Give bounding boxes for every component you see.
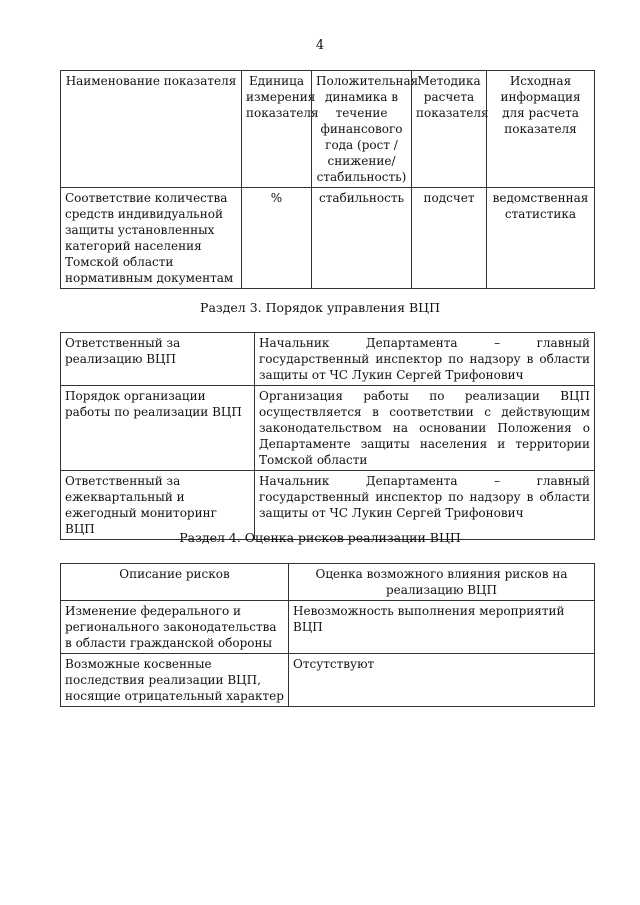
section-3-title: Раздел 3. Порядок управления ВЦП [200,300,440,315]
risk-impact: Невозможность выполнения мероприятий ВЦП [289,601,595,654]
section-4-title: Раздел 4. Оценка рисков реализации ВЦП [179,530,461,545]
management-label: Ответственный за реализацию ВЦП [61,333,255,386]
cell-source: ведомственная статистика [487,188,595,289]
risk-impact: Отсутствуют [289,654,595,707]
risk-description: Изменение федерального и регионального законодательства в области гражданской обороны [61,601,289,654]
indicator-table-header-row [61,71,595,188]
table-row [61,333,595,386]
management-value: Начальник Департамента – главный государственный инспектор по надзору в области защиты от ЧС Лукин Сергей Трифонович [255,471,595,540]
cell-unit: % [242,188,312,289]
table-row [61,386,595,471]
table-row [61,188,595,289]
header-risk-impact: Оценка возможного влияния рисков на реализацию ВЦП [289,564,595,601]
header-unit: Единица измерения показателя [242,71,312,188]
page-number: 4 [315,38,325,53]
header-risk-description: Описание рисков [61,564,289,601]
management-value: Организация работы по реализации ВЦП осуществляется в соответствии с действующим законодательством на основании Положения о Департаменте защиты населения и территории Томской области [255,386,595,471]
management-label: Порядок организации работы по реализации ВЦП [61,386,255,471]
risk-table-header-row [61,564,595,601]
management-value: Начальник Департамента – главный государственный инспектор по надзору в области защиты от ЧС Лукин Сергей Трифонович [255,333,595,386]
risk-description: Возможные косвенные последствия реализации ВЦП, носящие отрицательный характер [61,654,289,707]
header-source: Исходная информация для расчета показателя [487,71,595,188]
header-dynamics: Положительная динамика в течение финансового года (рост / снижение/ стабильность) [312,71,412,188]
header-method: Методика расчета показателя [412,71,487,188]
cell-indicator-name: Соответствие количества средств индивидуальной защиты установленных категорий населения Томской области нормативным документам [61,188,242,289]
header-indicator-name: Наименование показателя [61,71,242,188]
management-table [60,332,595,540]
table-row [61,654,595,707]
risk-table [60,563,595,707]
table-row [61,601,595,654]
indicator-table [60,70,595,289]
cell-dynamics: стабильность [312,188,412,289]
cell-method: подсчет [412,188,487,289]
management-label: Ответственный за ежеквартальный и ежегодный мониторинг ВЦП [61,471,255,540]
